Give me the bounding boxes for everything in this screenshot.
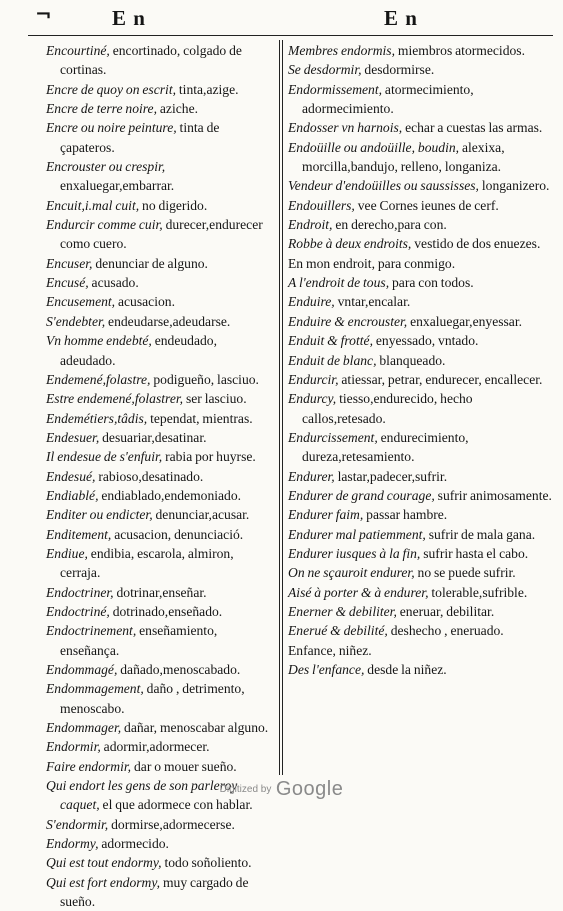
dictionary-entry: [46, 370, 274, 389]
dictionary-entry: [288, 525, 556, 544]
entry-gloss: eneruar, debilitar.: [396, 603, 495, 619]
dictionary-entry: [288, 370, 556, 389]
entry-gloss: desuariar,desatinar.: [99, 429, 207, 445]
dictionary-entry: [46, 157, 274, 196]
entry-gloss: para con todos.: [389, 275, 474, 291]
entry-gloss: blanqueado.: [376, 352, 446, 368]
entry-gloss: atormecimiento, adormecimiento.: [302, 81, 474, 117]
dictionary-entry: [288, 254, 556, 273]
entry-gloss: desde la niñez.: [364, 662, 447, 677]
entry-headword: Faire endormir,: [46, 758, 132, 774]
entry-gloss: desdormirse.: [361, 62, 435, 78]
entry-gloss: acusacion.: [115, 294, 175, 310]
entry-gloss: denunciar,acusar.: [152, 507, 250, 523]
entry-headword: Endurer mal patiemment,: [288, 526, 426, 542]
entry-headword: Encre de terre noire,: [46, 101, 157, 117]
entry-headword: Endiablé,: [46, 487, 99, 503]
entry-gloss: endeudado, adeudado.: [60, 333, 218, 368]
dictionary-entry: [46, 525, 274, 544]
entry-headword: Endormissement,: [288, 81, 383, 97]
dictionary-entry: [288, 351, 556, 370]
entry-gloss: echar a cuestas las armas.: [402, 120, 543, 136]
entry-gloss: alexixa, morcilla,bandujo, relleno, longaniza.: [302, 139, 505, 175]
dictionary-entry: [288, 602, 556, 621]
entry-headword: Endurer faim,: [288, 507, 364, 523]
entry-headword: Enduit & frotté,: [288, 333, 373, 349]
entry-gloss: lastar,padecer,sufrir.: [334, 468, 448, 484]
dictionary-entry: [288, 41, 556, 60]
entry-headword: Encre ou noire peinture,: [46, 120, 177, 136]
dictionary-entry: [288, 292, 556, 311]
dictionary-entry: [46, 602, 274, 621]
dictionary-entry: [288, 641, 556, 660]
entry-headword: Endurcy,: [288, 391, 337, 407]
dictionary-entry: [288, 196, 556, 215]
entry-gloss: Enfance, niñez.: [288, 642, 372, 658]
dictionary-entry: [288, 505, 556, 524]
entry-headword: Endurer iusques à la fin,: [288, 545, 421, 561]
entry-headword: Endommagement,: [46, 681, 144, 697]
entry-gloss: no digerido.: [139, 197, 208, 213]
entry-headword: Enditement,: [46, 526, 112, 542]
entry-headword: Enduit de blanc,: [288, 352, 377, 368]
entry-headword: Endormy,: [46, 836, 99, 852]
entry-headword: Endosser vn harnois,: [288, 120, 403, 136]
dictionary-entry: [46, 757, 274, 776]
entry-gloss: vee Cornes ieunes de cerf.: [354, 197, 499, 213]
entry-headword: Encourtiné,: [46, 43, 110, 58]
entry-gloss: vntar,encalar.: [334, 294, 411, 310]
entry-headword: Vn homme endebté,: [46, 333, 152, 349]
entry-gloss: daño , detrimento, menoscabo.: [60, 681, 245, 716]
entry-headword: Qui est fort endormy,: [46, 874, 161, 890]
entry-gloss: encortinado, colgado de cortinas.: [60, 43, 242, 78]
entry-headword: Endurcir comme cuir,: [46, 217, 163, 233]
entry-headword: Endiue,: [46, 545, 88, 561]
dictionary-entry: [288, 176, 556, 195]
dictionary-entry: [46, 873, 274, 911]
google-wordmark: Google: [275, 778, 344, 800]
dictionary-entry: [288, 486, 556, 505]
dictionary-entry: [46, 467, 274, 486]
header-rule: [28, 35, 553, 36]
entry-headword: Endurcissement,: [288, 429, 378, 445]
entry-headword: Des l'enfance,: [288, 662, 365, 677]
dictionary-entry: [46, 389, 274, 408]
entry-headword: Encrouster ou crespir,: [46, 159, 166, 175]
entry-headword: Qui endort les gens de son parleroy caquet,: [46, 778, 238, 813]
entry-gloss: sufrir animosamente.: [434, 487, 552, 503]
dictionary-entry: [288, 563, 556, 582]
entry-gloss: en derecho,para con.: [332, 217, 447, 233]
dictionary-entry: [46, 447, 274, 466]
running-head-right: E n: [384, 6, 418, 30]
dictionary-entry: [288, 80, 556, 119]
entry-headword: Se desdormir,: [288, 62, 362, 78]
entry-gloss: acusado.: [88, 275, 139, 291]
entry-gloss: dormirse,adormecerse.: [108, 816, 235, 832]
entry-gloss: endiablado,endemoniado.: [98, 487, 242, 503]
entry-headword: Membres endormis,: [288, 43, 395, 58]
entry-headword: Enerué & debilité,: [288, 623, 388, 639]
entry-gloss: endibia, escarola, almiron, cerraja.: [60, 545, 234, 581]
entry-gloss: adormir,adormecer.: [100, 739, 210, 755]
entry-headword: Endoüille ou andoüille, boudin,: [288, 139, 460, 155]
entry-headword: S'endormir,: [46, 816, 109, 832]
entry-headword: Endurer,: [288, 468, 335, 484]
dictionary-entry: [288, 138, 556, 177]
entry-headword: Endoctriner,: [46, 584, 114, 600]
dictionary-entry: [46, 621, 274, 660]
entry-gloss: endeudarse,adeudarse.: [105, 313, 231, 329]
entry-headword: Encre de quoy on escrit,: [46, 81, 176, 97]
entry-headword: Enduire,: [288, 294, 335, 310]
entry-headword: Encuit,i.mal cuit,: [46, 197, 140, 213]
dictionary-entry: [46, 196, 274, 215]
dictionary-entry: [288, 273, 556, 292]
entry-headword: Endoctriné,: [46, 603, 110, 619]
dictionary-entry: [288, 118, 556, 137]
dictionary-entry: [46, 409, 274, 428]
dictionary-entry: [46, 254, 274, 273]
entry-gloss: enxaluegar,embarrar.: [60, 178, 175, 194]
entry-headword: A l'endroit de tous,: [288, 275, 390, 291]
dictionary-entry: [46, 80, 274, 99]
entry-gloss: En mon endroit, para conmigo.: [288, 255, 456, 271]
dictionary-entry: [288, 621, 556, 640]
entry-gloss: dotrinar,enseñar.: [113, 584, 207, 600]
dictionary-entry: [46, 718, 274, 737]
dictionary-entry: [46, 486, 274, 505]
entry-headword: Endroit,: [288, 217, 333, 233]
dictionary-entry: [288, 660, 556, 679]
column-divider-rule: [279, 40, 280, 775]
entry-headword: Il endesue de s'enfuir,: [46, 449, 163, 465]
dictionary-entry: [288, 428, 556, 467]
entry-gloss: ser lasciuo.: [183, 391, 247, 407]
entry-headword: Encuser,: [46, 255, 93, 271]
entry-gloss: deshecho , eneruado.: [387, 623, 504, 639]
entry-gloss: acusacion, denunciació.: [111, 526, 244, 542]
right-column: [288, 41, 556, 679]
dictionary-entry: [46, 118, 274, 157]
entry-headword: Enduire & encrouster,: [288, 313, 408, 329]
entry-gloss: durecer,endurecer como cuero.: [60, 217, 263, 252]
dictionary-entry: [46, 815, 274, 834]
entry-headword: Endoctrinement,: [46, 623, 137, 639]
entry-headword: On ne sçauroit endurer,: [288, 565, 415, 581]
dictionary-entry: [46, 505, 274, 524]
entry-gloss: rabioso,desatinado.: [95, 468, 204, 484]
entry-headword: Vendeur d'endoüilles ou saussisses,: [288, 178, 479, 194]
entry-gloss: denunciar de alguno.: [92, 255, 208, 271]
dictionary-entry: [288, 544, 556, 563]
entry-gloss: dañado,menoscabado.: [117, 662, 241, 677]
dictionary-entry: [46, 41, 274, 80]
entry-gloss: podigueño, lasciuo.: [150, 371, 259, 387]
digitized-footer: [0, 778, 563, 801]
column-divider-rule-inner: [282, 40, 283, 775]
entry-gloss: dar o mouer sueño.: [131, 758, 237, 774]
dictionary-entry: [288, 467, 556, 486]
entry-gloss: dotrinado,enseñado.: [109, 603, 223, 619]
dictionary-entry: [46, 312, 274, 331]
entry-headword: Endesué,: [46, 468, 96, 484]
dictionary-entry: [46, 853, 274, 872]
digitized-by-text: Digitized by: [219, 784, 272, 795]
dictionary-entry: [288, 60, 556, 79]
entry-gloss: tinta,azige.: [176, 81, 239, 97]
dictionary-entry: [46, 273, 274, 292]
entry-headword: Endormir,: [46, 739, 101, 755]
entry-gloss: enxaluegar,enyessar.: [407, 313, 523, 329]
entry-gloss: endurecimiento, dureza,retesamiento.: [302, 429, 469, 465]
dictionary-entry: [46, 331, 274, 370]
entry-gloss: tolerable,sufrible.: [428, 584, 528, 600]
entry-gloss: vestido de dos enuezes.: [411, 236, 541, 252]
dictionary-entry: [46, 834, 274, 853]
entry-gloss: longanizero.: [478, 178, 550, 194]
entry-headword: Endurcir,: [288, 371, 339, 387]
dictionary-entry: [46, 428, 274, 447]
entry-gloss: miembros atormecidos.: [394, 43, 525, 58]
entry-headword: Qui est tout endormy,: [46, 855, 162, 871]
entry-headword: Enditer ou endicter,: [46, 507, 153, 523]
entry-gloss: atiessar, petrar, endurecer, encallecer.: [338, 371, 543, 387]
entry-gloss: sufrir hasta el cabo.: [420, 545, 529, 561]
entry-headword: Endesuer,: [46, 429, 100, 445]
dictionary-entry: [288, 215, 556, 234]
entry-headword: Encusement,: [46, 294, 116, 310]
entry-headword: Aisé à porter & à endurer,: [288, 584, 429, 600]
entry-headword: S'endebter,: [46, 313, 106, 329]
entry-headword: Robbe à deux endroits,: [288, 236, 412, 252]
entry-gloss: tependat, mientras.: [147, 410, 253, 426]
dictionary-entry: [46, 215, 274, 254]
entry-gloss: dañar, menoscabar alguno.: [121, 720, 269, 736]
dictionary-entry: [46, 292, 274, 311]
entry-gloss: enseñamiento, enseñança.: [60, 623, 218, 658]
entry-headword: Endommager,: [46, 720, 122, 736]
dictionary-entry: [288, 234, 556, 253]
entry-headword: Endouillers,: [288, 197, 355, 213]
entry-headword: Encusé,: [46, 275, 89, 291]
entry-headword: Endurer de grand courage,: [288, 487, 435, 503]
dictionary-entry: [46, 660, 274, 679]
dictionary-entry: [288, 389, 556, 428]
entry-gloss: aziche.: [157, 101, 199, 117]
entry-headword: Endemétiers,tâdis,: [46, 410, 148, 426]
dictionary-entry: [46, 544, 274, 583]
dictionary-entry: [46, 99, 274, 118]
entry-headword: Enerner & debiliter,: [288, 603, 397, 619]
entry-gloss: passar hambre.: [363, 507, 448, 523]
entry-gloss: tiesso,endurecido, hecho callos,retesado.: [302, 391, 473, 426]
dictionary-entry: [288, 583, 556, 602]
entry-gloss: enyessado, vntado.: [372, 333, 479, 349]
entry-headword: Endommagé,: [46, 662, 118, 677]
dictionary-entry: [46, 679, 274, 718]
dictionary-entry: [288, 331, 556, 350]
entry-gloss: muy cargado de sueño.: [60, 874, 249, 910]
entry-gloss: el que adormece con hablar.: [99, 797, 253, 813]
page-corner-mark: ¬: [35, 2, 52, 26]
entry-headword: Estre endemené,folastrer,: [46, 391, 184, 407]
dictionary-entry: [46, 737, 274, 756]
entry-gloss: tinta de çapateros.: [60, 120, 220, 155]
entry-gloss: rabia por huyrse.: [162, 449, 256, 465]
entry-gloss: no se puede sufrir.: [414, 565, 516, 581]
entry-headword: Endemené,folastre,: [46, 371, 151, 387]
dictionary-entry: [46, 583, 274, 602]
entry-gloss: adormecido.: [98, 836, 169, 852]
entry-gloss: sufrir de mala gana.: [425, 526, 536, 542]
entry-gloss: todo soñoliento.: [161, 855, 252, 871]
dictionary-entry: [288, 312, 556, 331]
running-head-left: E n: [112, 6, 146, 30]
